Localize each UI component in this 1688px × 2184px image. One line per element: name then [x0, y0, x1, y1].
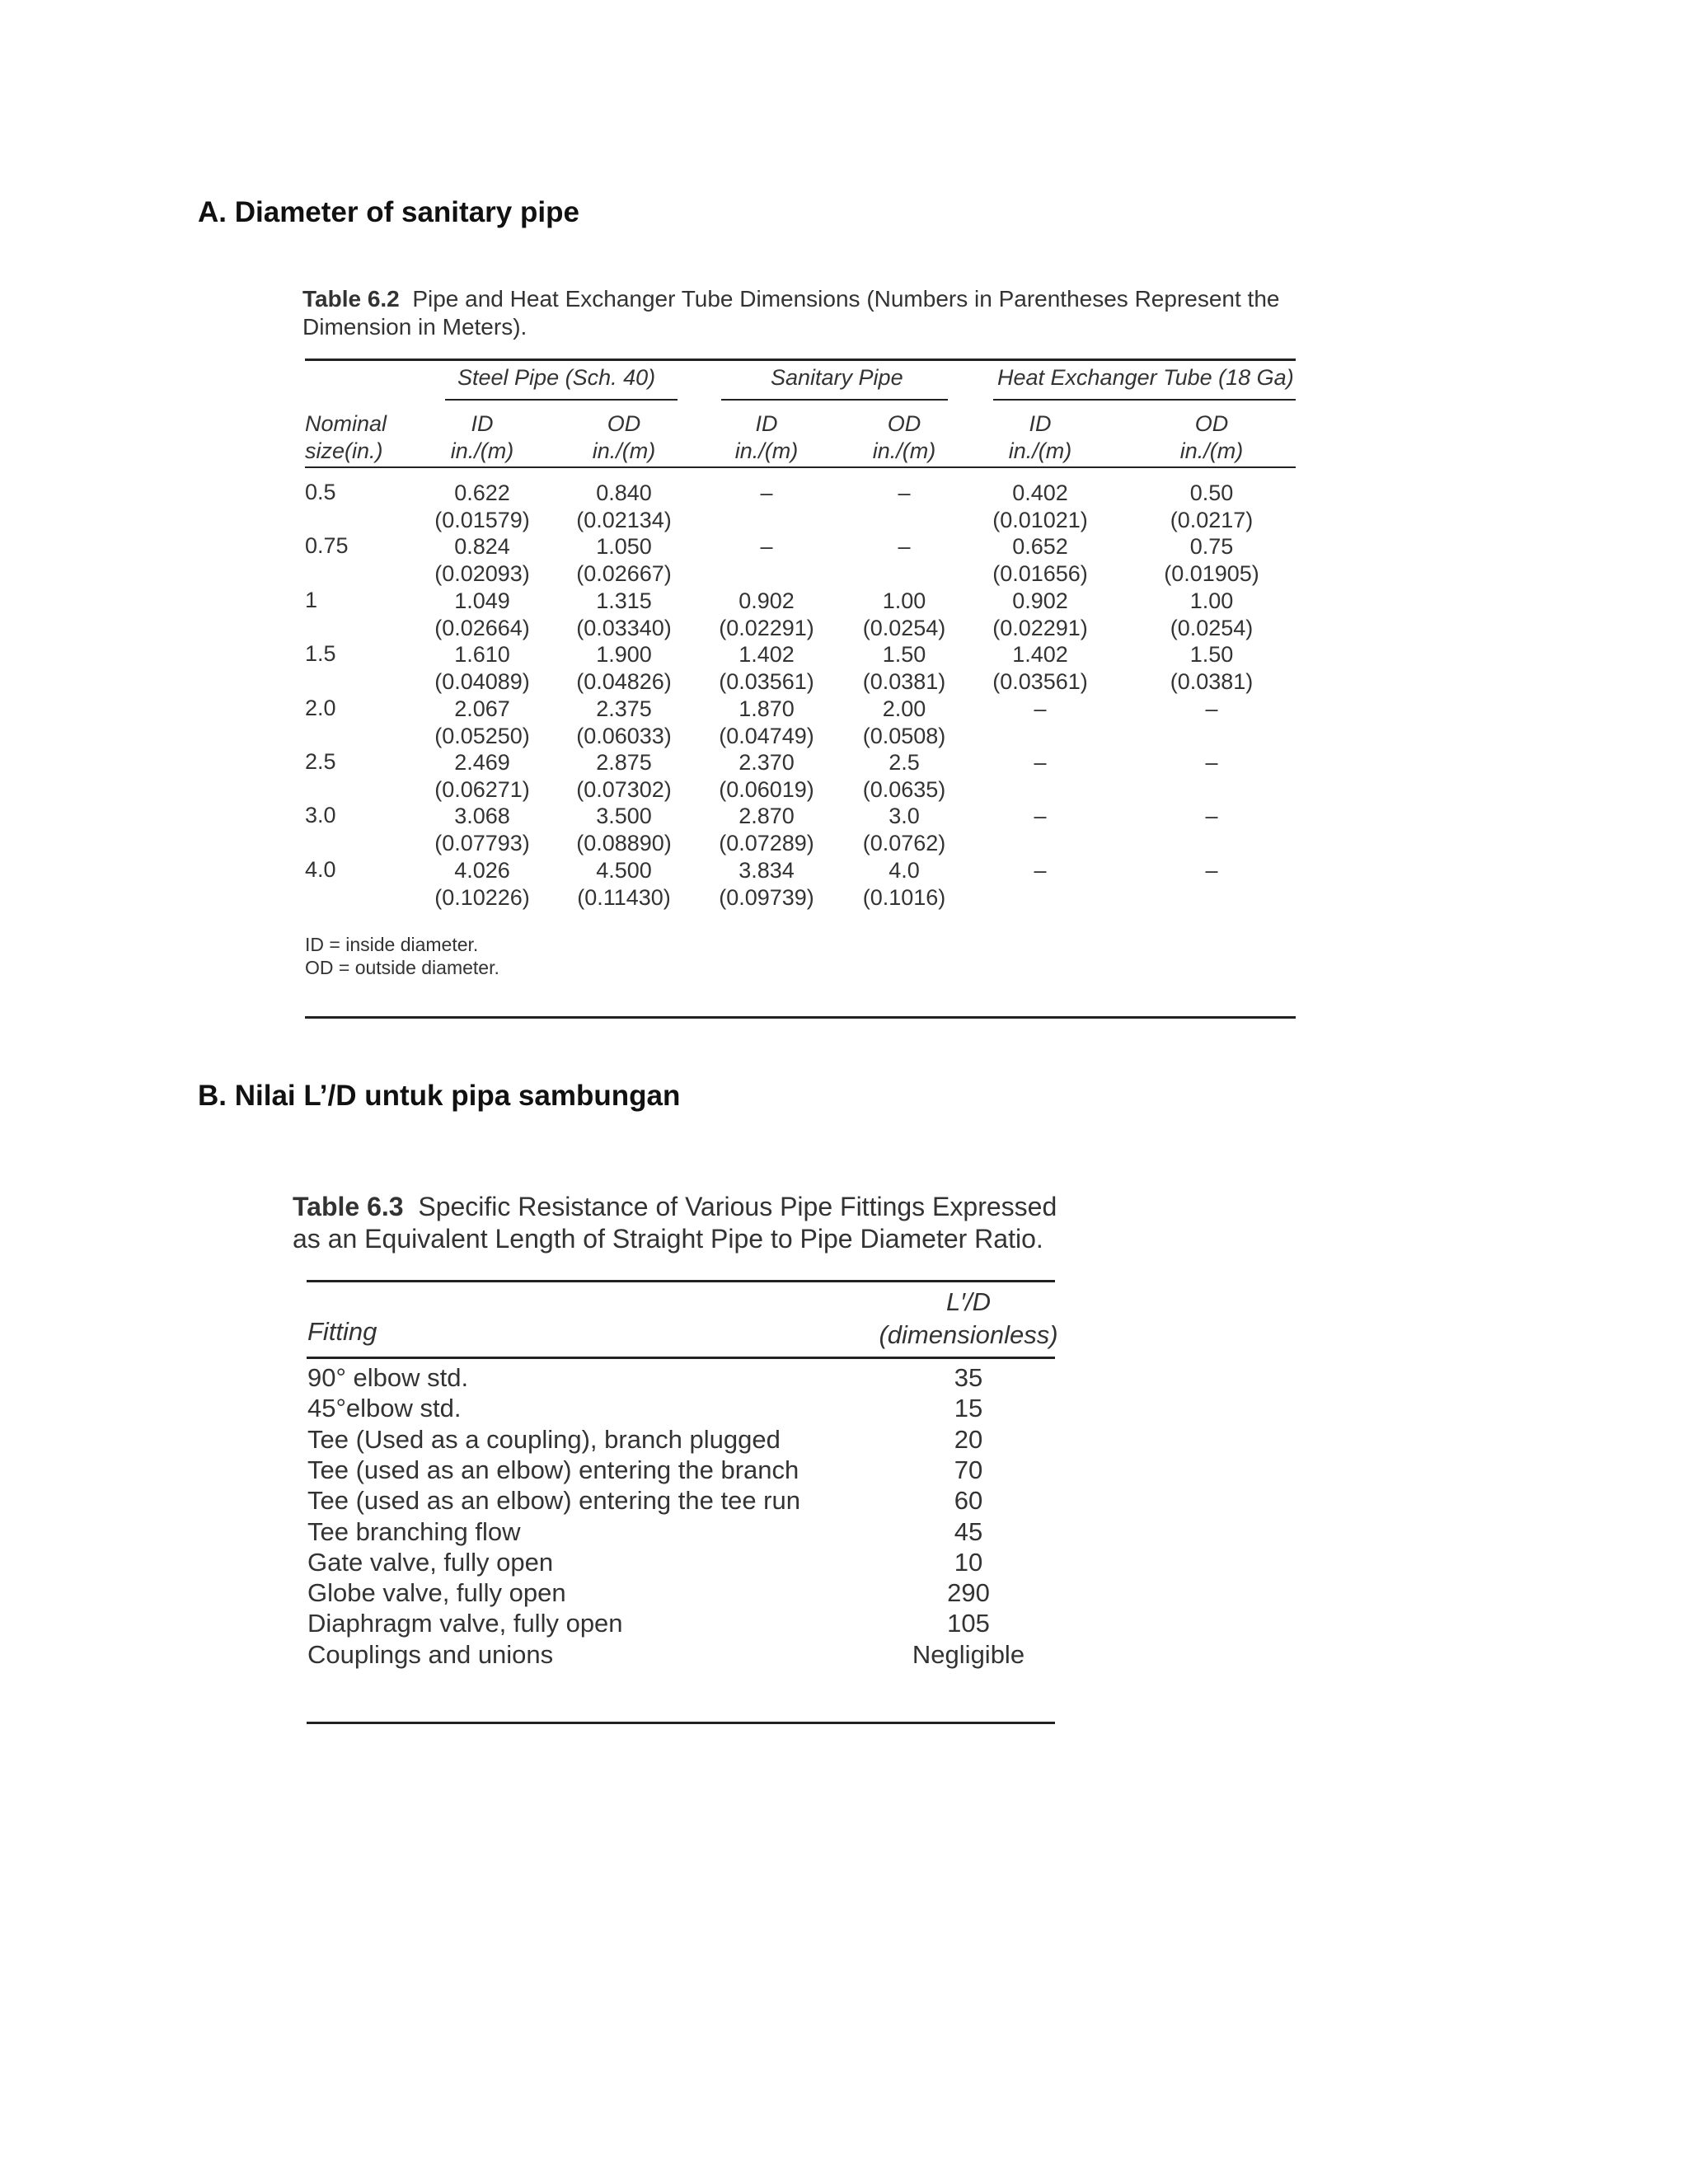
section-a-heading: A. Diameter of sanitary pipe: [198, 196, 579, 228]
table-cell: 1.900 (0.04826): [576, 642, 672, 695]
column-header: ID in./(m): [1008, 411, 1072, 463]
table-cell: 0.902 (0.02291): [719, 588, 814, 640]
table-cell: 2.00 (0.0508): [862, 696, 946, 748]
table-cell: –: [1034, 750, 1047, 775]
table-6-3-caption: [293, 1191, 1067, 1255]
table-cell: 4.026 (0.10226): [434, 857, 530, 910]
fitting-name: 90° elbow std.: [307, 1363, 469, 1392]
table-cell: 0.50 (0.0217): [1170, 480, 1254, 532]
fitting-name: Globe valve, fully open: [307, 1578, 566, 1608]
table-cell: 1.402 (0.03561): [719, 642, 814, 695]
column-header: ID in./(m): [734, 411, 799, 463]
group-rule-steel: [445, 399, 678, 401]
nominal-size-cell: 0.75: [305, 533, 349, 559]
ld-value: 45: [954, 1516, 983, 1546]
table-cell: –: [1205, 857, 1218, 883]
table-6-2-top-rule: [305, 359, 1296, 361]
fitting-name: Tee (used as an elbow) entering the branch: [307, 1455, 799, 1484]
nominal-size-cell: 1: [305, 587, 318, 612]
table-cell: 1.315 (0.03340): [576, 588, 672, 640]
nominal-size-header: Nominal size(in.): [305, 411, 387, 463]
table-cell: 0.652 (0.01656): [992, 534, 1088, 587]
table-cell: 3.068 (0.07793): [434, 804, 530, 856]
table-cell: 2.469 (0.06271): [434, 750, 530, 802]
table-cell: –: [898, 480, 911, 505]
table-cell: 2.067 (0.05250): [434, 696, 530, 748]
table-cell: 4.500 (0.11430): [577, 857, 671, 910]
ld-value: 20: [954, 1424, 983, 1454]
table-cell: –: [898, 534, 911, 560]
table-cell: 0.902 (0.02291): [992, 588, 1088, 640]
nominal-size-cell: 2.0: [305, 695, 336, 720]
ld-value: 35: [954, 1363, 983, 1392]
table-6-2-title: Pipe and Heat Exchanger Tube Dimensions (Numbers in Parentheses Represent the Dimension in Meters).: [302, 286, 1280, 340]
nominal-size-cell: 0.5: [305, 480, 336, 504]
table-cell: 2.875 (0.07302): [576, 750, 672, 802]
table-cell: 0.75 (0.01905): [1164, 534, 1259, 587]
group-rule-heat-exchanger: [993, 399, 1296, 401]
ld-header: L′/D (dimensionless): [879, 1287, 1058, 1349]
table-cell: –: [1034, 696, 1047, 721]
table-cell: 1.00 (0.0254): [862, 588, 946, 640]
table-cell: –: [760, 534, 773, 560]
ld-value: 15: [954, 1394, 983, 1423]
nominal-size-cell: 3.0: [305, 803, 336, 828]
table-cell: –: [1034, 857, 1047, 883]
table-cell: 4.0 (0.1016): [862, 857, 946, 910]
table-6-2-caption: [302, 285, 1283, 341]
fitting-header: Fitting: [307, 1317, 377, 1346]
fitting-name: Tee (Used as a coupling), branch plugged: [307, 1424, 781, 1454]
table-6-2-notes: [305, 933, 499, 979]
ld-value: Negligible: [912, 1639, 1025, 1669]
table-6-2-bottom-rule: [305, 1016, 1296, 1019]
fitting-name: Diaphragm valve, fully open: [307, 1609, 623, 1638]
note-id: ID = inside diameter.: [305, 934, 479, 955]
nominal-size-cell: 4.0: [305, 856, 336, 882]
group-header-heat-exchanger: Heat Exchanger Tube (18 Ga): [997, 365, 1294, 390]
table-6-3-header-rule: [307, 1357, 1055, 1359]
table-6-2-label: Table 6.2: [302, 286, 400, 312]
ld-value: 70: [954, 1455, 983, 1484]
table-cell: 1.870 (0.04749): [719, 696, 814, 748]
column-header: OD in./(m): [1179, 411, 1244, 463]
fitting-name: Couplings and unions: [307, 1639, 554, 1669]
table-6-3-bottom-rule: [307, 1722, 1055, 1724]
table-cell: 3.0 (0.0762): [862, 804, 946, 856]
table-cell: –: [760, 480, 773, 505]
table-cell: –: [1034, 804, 1047, 829]
section-b-heading: B. Nilai L’/D untuk pipa sambungan: [198, 1080, 681, 1112]
nominal-size-cell: 1.5: [305, 641, 336, 667]
group-header-steel: Steel Pipe (Sch. 40): [457, 365, 656, 390]
table-cell: 1.00 (0.0254): [1170, 588, 1254, 640]
table-cell: 2.370 (0.06019): [719, 750, 814, 802]
table-cell: 3.834 (0.09739): [719, 857, 814, 910]
table-6-3-label: Table 6.3: [293, 1192, 404, 1221]
table-cell: 1.50 (0.0381): [862, 642, 946, 695]
group-header-sanitary: Sanitary Pipe: [771, 365, 903, 390]
ld-value: 290: [947, 1578, 990, 1608]
table-6-3-title: Specific Resistance of Various Pipe Fittings Expressed as an Equivalent Length of Straight Pipe to Pipe Diameter Ratio.: [293, 1192, 1057, 1254]
column-header: ID in./(m): [450, 411, 514, 463]
nominal-size-cell: 2.5: [305, 749, 336, 774]
fitting-name: Gate valve, fully open: [307, 1547, 554, 1577]
ld-value: 105: [947, 1609, 990, 1638]
table-cell: 0.840 (0.02134): [576, 480, 672, 532]
table-cell: 0.402 (0.01021): [992, 480, 1088, 532]
table-cell: 2.870 (0.07289): [719, 804, 814, 856]
table-cell: –: [1205, 750, 1218, 775]
table-6-3-top-rule: [307, 1280, 1055, 1282]
table-cell: 1.050 (0.02667): [576, 534, 672, 587]
table-cell: 1.049 (0.02664): [434, 588, 530, 640]
ld-value: 60: [954, 1486, 983, 1516]
table-cell: 1.50 (0.0381): [1170, 642, 1254, 695]
table-cell: 1.402 (0.03561): [992, 642, 1088, 695]
table-cell: 3.500 (0.08890): [576, 804, 672, 856]
fitting-name: Tee (used as an elbow) entering the tee run: [307, 1486, 800, 1516]
table-cell: 2.5 (0.0635): [862, 750, 946, 802]
group-rule-sanitary: [721, 399, 948, 401]
table-cell: 0.622 (0.01579): [434, 480, 530, 532]
header-bottom-rule: [305, 466, 1296, 468]
fitting-name: 45°elbow std.: [307, 1394, 462, 1423]
table-cell: –: [1205, 804, 1218, 829]
fitting-name: Tee branching flow: [307, 1516, 521, 1546]
ld-value: 10: [954, 1547, 983, 1577]
table-cell: 0.824 (0.02093): [434, 534, 530, 587]
note-od: OD = outside diameter.: [305, 957, 499, 978]
table-cell: 1.610 (0.04089): [434, 642, 530, 695]
table-cell: –: [1205, 696, 1218, 721]
table-cell: 2.375 (0.06033): [576, 696, 672, 748]
column-header: OD in./(m): [592, 411, 656, 463]
column-header: OD in./(m): [872, 411, 936, 463]
